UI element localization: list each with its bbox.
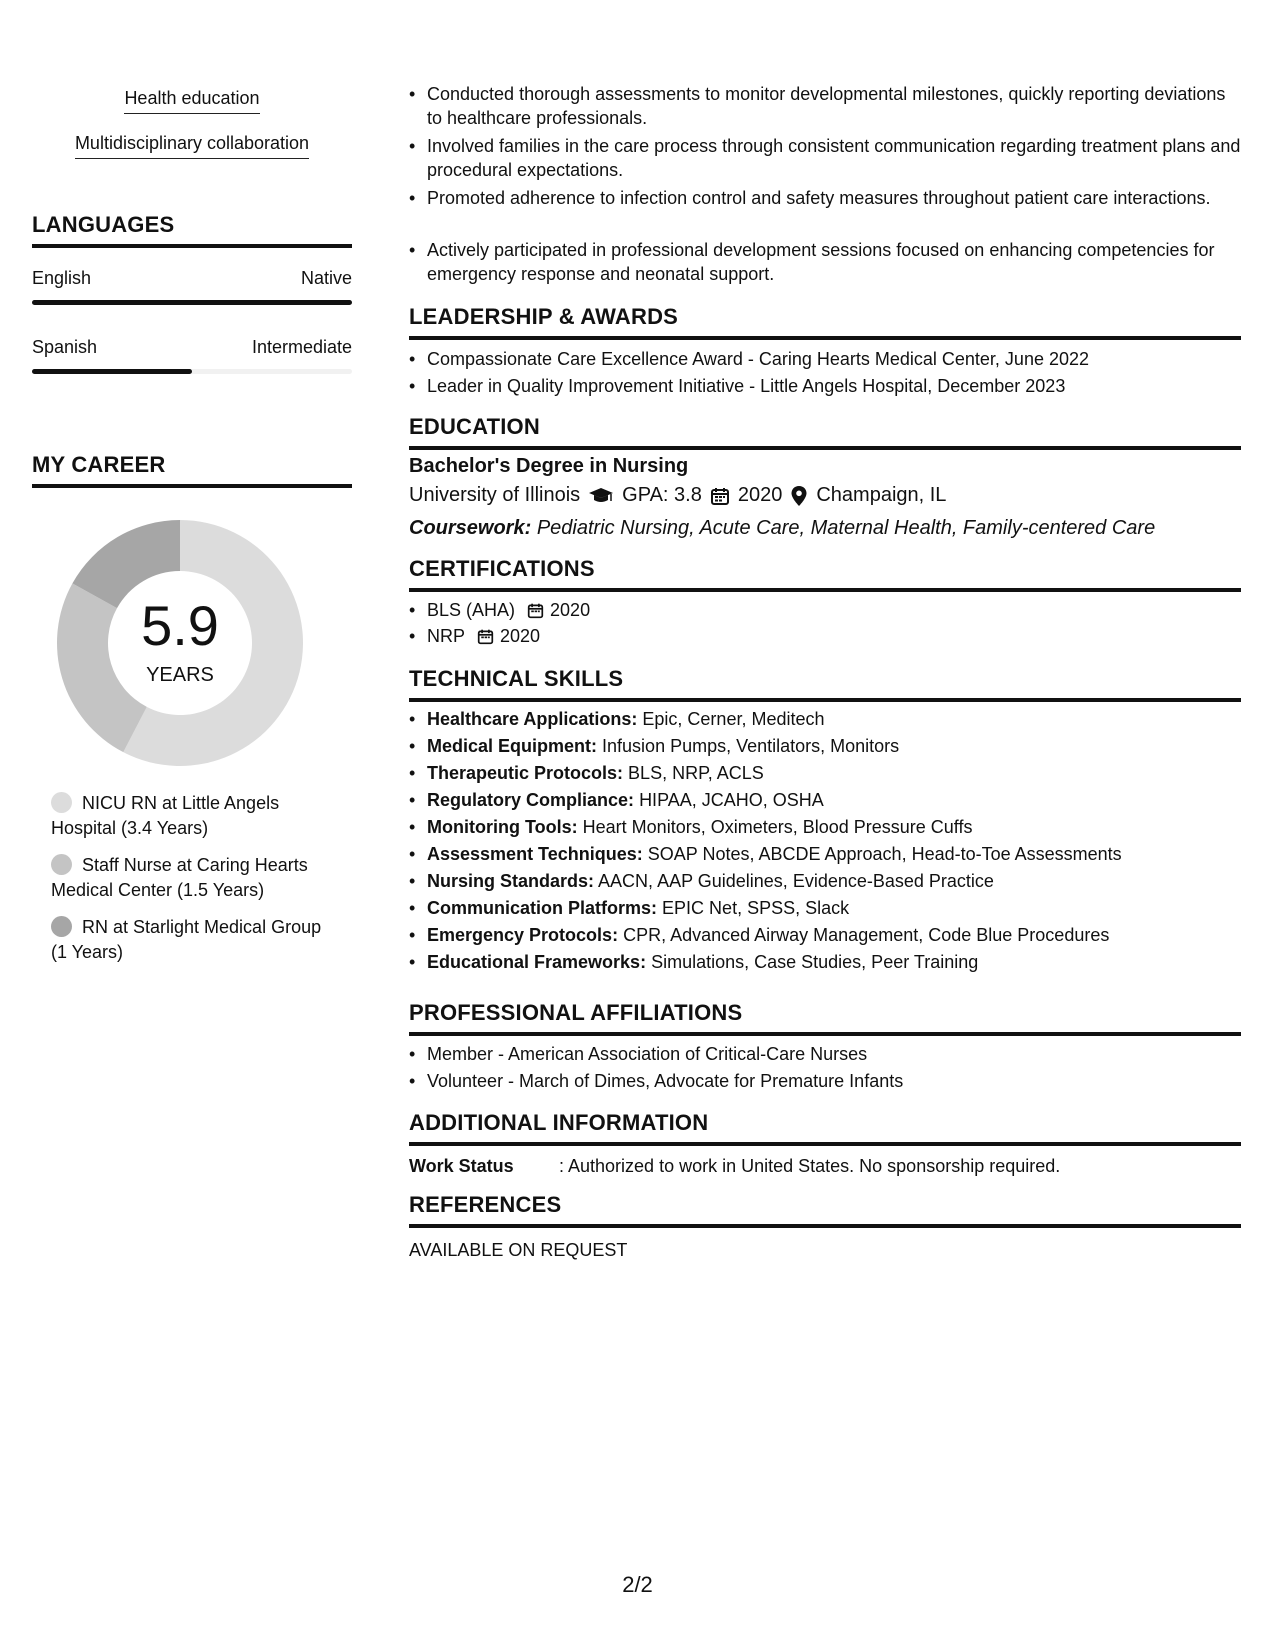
career-total-years: 5.9 — [141, 594, 219, 657]
work-status-label: Work Status — [409, 1156, 514, 1176]
tech-skill-value: AACN, AAP Guidelines, Evidence-Based Practice — [598, 871, 994, 891]
tech-skill-label: Emergency Protocols: — [427, 925, 619, 945]
legend-label: RN at Starlight Medical Group (1 Years) — [51, 917, 322, 962]
award-item: • Compassionate Care Excellence Award - Caring Hearts Medical Center, June 2022 — [409, 347, 1241, 371]
tech-skill-label: Healthcare Applications: — [427, 709, 638, 729]
career-heading: MY CAREER — [32, 452, 352, 488]
calendar-icon — [477, 628, 494, 645]
technical-skills-heading: TECHNICAL SKILLS — [409, 666, 1241, 702]
language-level: Native — [300, 268, 352, 288]
tech-skill-label: Therapeutic Protocols: — [427, 763, 624, 783]
graduation-cap-icon — [588, 486, 614, 506]
experience-bullet: • Conducted thorough assessments to monitor developmental milestones, quickly reporting deviations to healthcare professionals. — [409, 82, 1241, 130]
legend-dot — [51, 916, 72, 937]
language-bar — [32, 369, 352, 374]
tech-skill-item — [409, 842, 1241, 866]
skill-tag-text: Multidisciplinary collaboration — [75, 133, 309, 159]
education-heading: EDUCATION — [409, 414, 1241, 450]
career-legend-item — [51, 853, 341, 903]
graduation-year: 2020 — [737, 484, 783, 506]
work-status-value: : Authorized to work in United States. No sponsorship required. — [559, 1156, 1061, 1176]
donut-center — [55, 518, 305, 768]
language-bar — [32, 300, 352, 305]
education-details — [409, 484, 946, 507]
career-total-unit: YEARS — [146, 664, 214, 686]
legend-dot — [51, 792, 72, 813]
tech-skill-label: Communication Platforms: — [427, 898, 658, 918]
certification-name: • NRP — [427, 626, 466, 646]
legend-dot — [51, 854, 72, 875]
calendar-icon — [527, 602, 544, 619]
career-legend-item — [51, 915, 341, 965]
tech-skill-item — [409, 788, 1241, 812]
location-pin-icon — [790, 485, 808, 507]
references-text: AVAILABLE ON REQUEST — [409, 1240, 628, 1260]
tech-skill-value: Simulations, Case Studies, Peer Training — [651, 952, 979, 972]
certification-item — [409, 598, 1241, 622]
certification-year: 2020 — [500, 626, 541, 646]
tech-skill-item — [409, 869, 1241, 893]
tech-skill-item — [409, 707, 1241, 731]
affiliations-heading: PROFESSIONAL AFFILIATIONS — [409, 1000, 1241, 1036]
certifications-heading: CERTIFICATIONS — [409, 556, 1241, 592]
gpa: GPA: 3.8 — [622, 484, 702, 506]
references-heading: REFERENCES — [409, 1192, 1241, 1228]
tech-skill-item — [409, 950, 1241, 974]
tech-skill-value: Infusion Pumps, Ventilators, Monitors — [602, 736, 900, 756]
tech-skill-label: Monitoring Tools: — [427, 817, 578, 837]
award-item: • Leader in Quality Improvement Initiative - Little Angels Hospital, December 2023 — [409, 374, 1241, 398]
tech-skill-label: Regulatory Compliance: — [427, 790, 635, 810]
experience-bullet: • Involved families in the care process through consistent communication regarding treatment plans and procedural expectations. — [409, 134, 1241, 182]
coursework-list: Pediatric Nursing, Acute Care, Maternal Health, Family-centered Care — [536, 517, 1156, 539]
tech-skill-item — [409, 815, 1241, 839]
school-location: Champaign, IL — [816, 484, 947, 506]
affiliation-item: • Volunteer - March of Dimes, Advocate for Premature Infants — [409, 1069, 1241, 1093]
experience-bullet: • Promoted adherence to infection control and safety measures throughout patient care interactions. — [409, 186, 1241, 210]
page-number: 2/2 — [622, 1572, 653, 1597]
career-legend-item — [51, 791, 341, 841]
career-donut-chart — [55, 518, 305, 768]
legend-label: Staff Nurse at Caring Hearts Medical Center (1.5 Years) — [51, 855, 308, 900]
tech-skill-label: Assessment Techniques: — [427, 844, 643, 864]
language-bar-fill — [32, 369, 192, 374]
tech-skill-item — [409, 923, 1241, 947]
skill-tag-text: Health education — [124, 88, 259, 114]
coursework-label: Coursework: — [409, 517, 532, 539]
skill-tag — [32, 88, 352, 114]
calendar-icon — [710, 486, 730, 506]
language-row — [32, 337, 352, 358]
tech-skill-label: Educational Frameworks: — [427, 952, 647, 972]
legend-label: NICU RN at Little Angels Hospital (3.4 Years) — [51, 793, 280, 838]
tech-skill-value: BLS, NRP, ACLS — [628, 763, 764, 783]
tech-skill-label: Nursing Standards: — [427, 871, 595, 891]
affiliation-item: • Member - American Association of Critical-Care Nurses — [409, 1042, 1241, 1066]
language-name: Spanish — [32, 337, 98, 357]
tech-skill-label: Medical Equipment: — [427, 736, 598, 756]
language-bar-fill — [32, 300, 352, 305]
language-level: Intermediate — [251, 337, 352, 357]
tech-skill-value: Heart Monitors, Oximeters, Blood Pressure Cuffs — [582, 817, 973, 837]
tech-skill-item — [409, 761, 1241, 785]
language-row — [32, 268, 352, 289]
tech-skill-value: CPR, Advanced Airway Management, Code Blue Procedures — [623, 925, 1110, 945]
tech-skill-value: HIPAA, JCAHO, OSHA — [639, 790, 824, 810]
certification-name: • BLS (AHA) — [427, 600, 516, 620]
languages-heading: LANGUAGES — [32, 212, 352, 248]
certification-item — [409, 624, 1241, 648]
tech-skill-item — [409, 734, 1241, 758]
coursework — [409, 517, 1155, 540]
tech-skill-value: SOAP Notes, ABCDE Approach, Head-to-Toe Assessments — [647, 844, 1122, 864]
tech-skill-value: EPIC Net, SPSS, Slack — [662, 898, 850, 918]
additional-info-heading: ADDITIONAL INFORMATION — [409, 1110, 1241, 1146]
school-name: University of Illinois — [409, 484, 581, 506]
tech-skill-item — [409, 896, 1241, 920]
language-name: English — [32, 268, 92, 288]
awards-heading: LEADERSHIP & AWARDS — [409, 304, 1241, 340]
degree-title: Bachelor's Degree in Nursing — [409, 455, 689, 477]
experience-bullet: • Actively participated in professional development sessions focused on enhancing competencies for emergency response and neonatal support. — [409, 238, 1241, 286]
certification-year: 2020 — [550, 600, 591, 620]
skill-tag — [32, 133, 352, 159]
tech-skill-value: Epic, Cerner, Meditech — [642, 709, 825, 729]
